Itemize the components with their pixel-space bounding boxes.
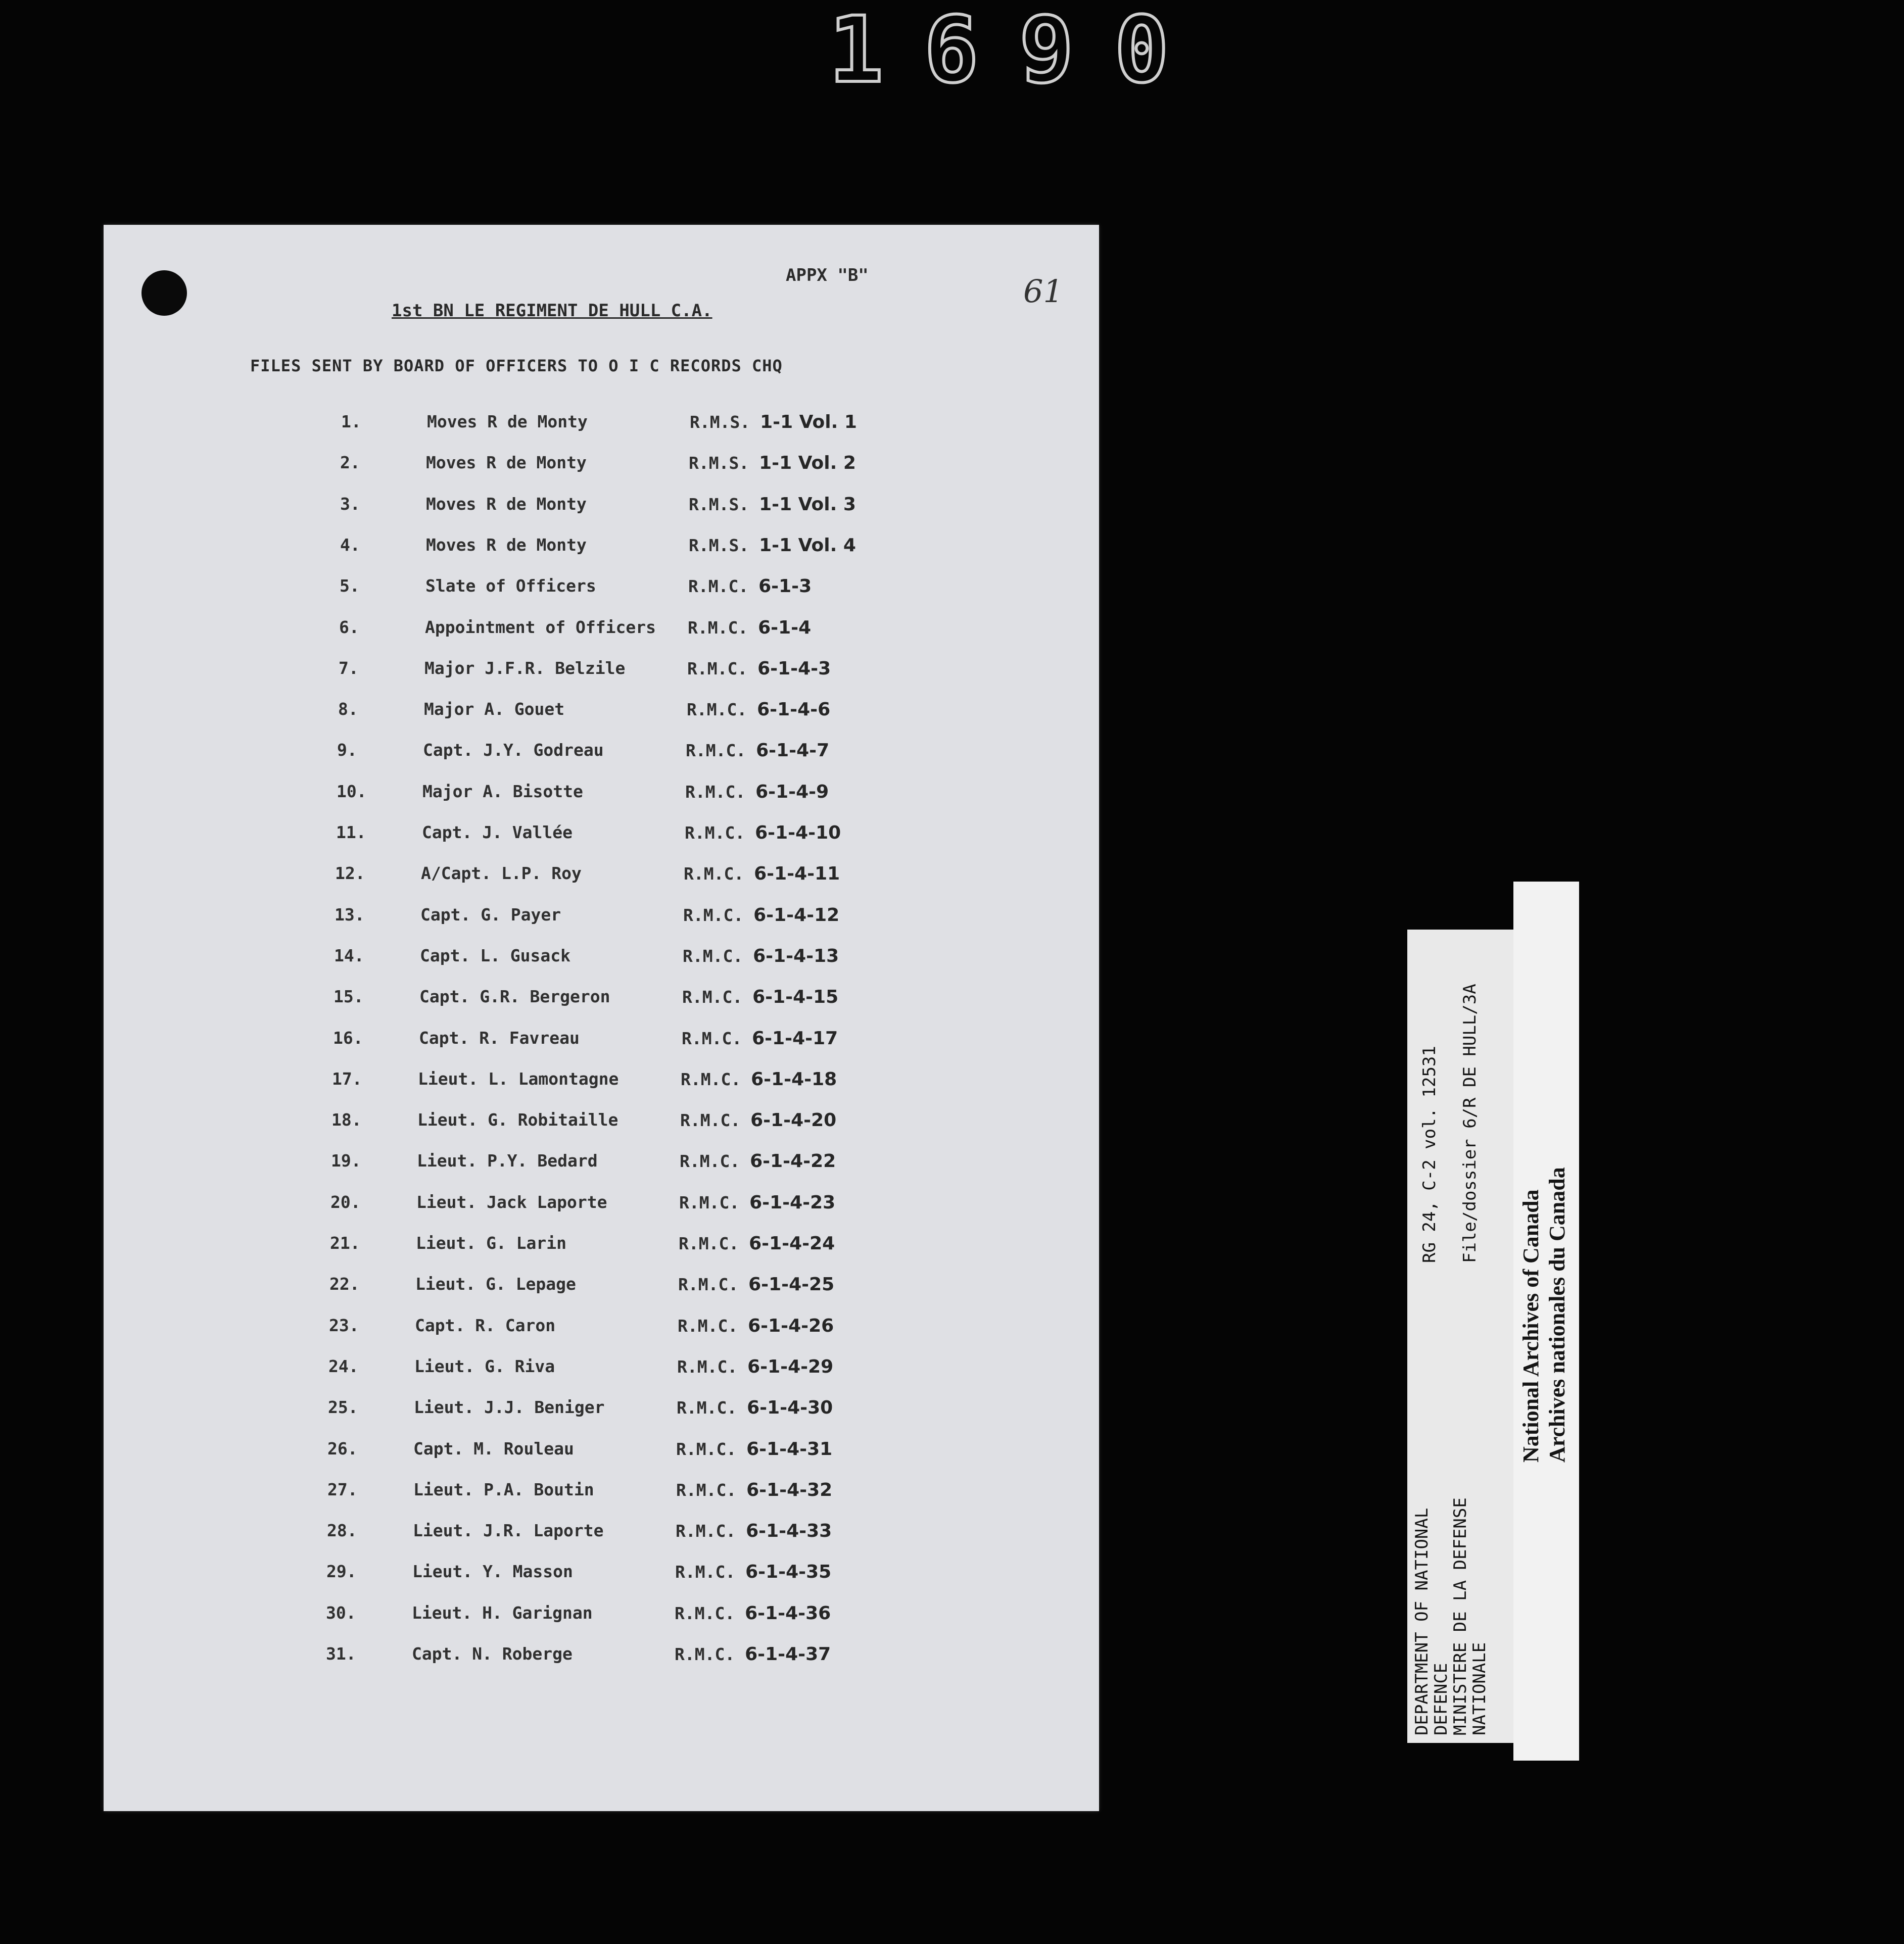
file-list-row: [329, 1316, 935, 1341]
row-number: 8.: [338, 699, 358, 719]
row-description: Lieut. H. Garignan: [412, 1602, 593, 1623]
row-file-reference: [685, 822, 841, 843]
row-number: 11.: [336, 822, 366, 842]
file-reference-prefix: R.M.C.: [679, 1192, 740, 1212]
file-reference-prefix: R.M.C.: [678, 1275, 739, 1295]
row-description: Capt. R. Caron: [415, 1315, 556, 1335]
file-list-row: [327, 1480, 934, 1505]
archive-reference-label: [1407, 930, 1513, 1743]
row-file-reference: [689, 535, 856, 556]
file-list-row: [326, 1562, 933, 1587]
department-text: [1412, 1497, 1489, 1735]
row-description: Lieut. Y. Masson: [412, 1562, 573, 1582]
file-list-row: [332, 1069, 938, 1094]
file-reference-prefix: R.M.C.: [682, 1028, 742, 1048]
row-number: 10.: [337, 781, 367, 801]
file-reference-number: 6-1-4-26: [748, 1315, 834, 1336]
file-reference-number: 6-1-4-11: [754, 863, 840, 885]
row-description: Capt. M. Rouleau: [413, 1438, 574, 1459]
file-reference-prefix: R.M.C.: [685, 823, 745, 843]
file-reference-number: 6-1-4-20: [750, 1110, 837, 1131]
file-reference-number: 6-1-4-30: [747, 1397, 833, 1419]
row-file-reference: [683, 905, 839, 926]
file-reference-prefix: R.M.C.: [688, 576, 749, 597]
row-file-reference: [679, 1233, 835, 1254]
row-file-reference: [682, 987, 838, 1007]
file-reference-prefix: R.M.C.: [680, 1110, 741, 1131]
row-file-reference: [681, 1069, 837, 1090]
file-reference-prefix: R.M.S.: [689, 453, 749, 473]
unit-title: 1st BN LE REGIMENT DE HULL C.A.: [392, 301, 712, 321]
row-description: Lieut. G. Larin: [416, 1233, 567, 1253]
row-file-reference: [682, 1028, 838, 1049]
row-number: 6.: [339, 617, 359, 637]
row-file-reference: [689, 453, 856, 473]
row-description: Capt. G.R. Bergeron: [419, 987, 610, 1007]
file-list-row: [340, 494, 946, 519]
list-heading: FILES SENT BY BOARD OF OFFICERS TO O I C RECORDS CHQ: [250, 356, 783, 375]
row-description: Lieut. P.Y. Bedard: [417, 1151, 598, 1171]
row-number: 28.: [327, 1521, 357, 1541]
row-description: Lieut. G. Riva: [414, 1356, 555, 1376]
file-reference-prefix: R.M.C.: [687, 658, 748, 678]
file-reference-number: 6-1-4-25: [748, 1274, 835, 1295]
row-description: Capt. R. Favreau: [419, 1028, 580, 1048]
file-reference-prefix: R.M.C.: [684, 864, 744, 884]
row-file-reference: [688, 576, 812, 597]
row-number: 24.: [328, 1356, 359, 1376]
file-list-row: [327, 1439, 934, 1464]
file-reference-number: 6-1-3: [758, 576, 812, 597]
file-reference-prefix: R.M.C.: [683, 905, 744, 925]
row-description: Major A. Bisotte: [422, 781, 583, 801]
row-file-reference: [683, 946, 839, 966]
file-list-row: [328, 1397, 934, 1423]
row-number: 23.: [329, 1315, 359, 1335]
file-reference-prefix: R.M.C.: [683, 946, 743, 966]
file-reference-prefix: R.M.C.: [678, 1316, 738, 1336]
file-reference-prefix: R.M.C.: [682, 987, 743, 1007]
row-description: Lieut. G. Robitaille: [417, 1110, 618, 1130]
row-number: 30.: [326, 1602, 356, 1623]
file-reference-number: 6-1-4-3: [757, 658, 831, 679]
file-reference-number: 1-1 Vol. 3: [759, 494, 856, 515]
file-list-row: [331, 1110, 938, 1135]
row-file-reference: [678, 1274, 834, 1295]
file-reference-prefix: R.M.C.: [688, 617, 748, 638]
file-list-row: [326, 1603, 932, 1628]
file-reference-number: 6-1-4-18: [751, 1068, 837, 1090]
row-description: Lieut. L. Lamontagne: [418, 1068, 619, 1089]
row-file-reference: [677, 1356, 833, 1377]
row-description: Capt. J.Y. Godreau: [423, 740, 604, 760]
file-reference-prefix: R.M.C.: [687, 700, 747, 720]
row-description: Moves R de Monty: [426, 453, 587, 473]
row-file-reference: [680, 1110, 836, 1131]
file-list-row: [334, 987, 940, 1012]
file-reference-number: 6-1-4-35: [745, 1562, 832, 1583]
row-file-reference: [680, 1151, 836, 1172]
file-list-row: [337, 740, 943, 765]
row-number: 20.: [330, 1192, 361, 1212]
row-number: 15.: [334, 987, 364, 1007]
file-list-row: [340, 576, 946, 601]
row-number: 14.: [334, 945, 364, 965]
row-number: 18.: [331, 1110, 362, 1130]
row-number: 13.: [335, 904, 365, 925]
file-reference-number: 6-1-4-23: [749, 1192, 836, 1213]
file-list-row: [335, 863, 941, 889]
row-number: 25.: [328, 1397, 358, 1418]
file-list-row: [341, 412, 947, 437]
file-reference-prefix: R.M.C.: [680, 1151, 740, 1172]
row-number: 26.: [327, 1438, 358, 1459]
row-number: 22.: [329, 1274, 360, 1294]
row-number: 9.: [337, 740, 357, 760]
national-archives-label: [1513, 882, 1579, 1761]
file-list-row: [335, 905, 941, 930]
row-file-reference: [677, 1397, 833, 1418]
file-reference-number: 6-1-4-33: [746, 1521, 832, 1542]
appendix-label: APPX "B": [786, 265, 869, 285]
file-reference-number: 6-1-4-6: [757, 699, 831, 720]
row-file-reference: [689, 494, 856, 515]
row-file-reference: [686, 740, 829, 761]
row-number: 3.: [340, 494, 360, 514]
file-list-row: [336, 822, 942, 848]
file-reference-prefix: R.M.C.: [685, 782, 746, 802]
file-reference-number: 6-1-4-37: [745, 1644, 831, 1665]
file-list-row: [333, 1028, 939, 1053]
file-list-row: [328, 1356, 935, 1382]
file-reference-number: 6-1-4-12: [753, 904, 840, 926]
department-line: DEPARTMENT OF NATIONAL: [1412, 1508, 1432, 1735]
file-reference-number: 1-1 Vol. 2: [759, 453, 856, 474]
row-description: Moves R de Monty: [426, 534, 587, 555]
row-number: 4.: [340, 534, 360, 555]
row-number: 1.: [341, 412, 361, 431]
file-reference-prefix: R.M.C.: [679, 1234, 739, 1253]
file-list-row: [339, 658, 945, 684]
file-reference-prefix: R.M.C.: [675, 1644, 735, 1664]
row-file-reference: [679, 1192, 835, 1213]
file-reference-number: 6-1-4-9: [755, 781, 829, 802]
row-file-reference: [676, 1480, 832, 1500]
row-number: 21.: [330, 1233, 360, 1253]
row-number: 27.: [327, 1479, 358, 1499]
file-list-row: [331, 1151, 937, 1176]
row-file-reference: [676, 1521, 832, 1541]
file-reference-prefix: R.M.C.: [676, 1521, 736, 1541]
row-description: Moves R de Monty: [427, 412, 588, 431]
file-reference-number: 6-1-4-32: [746, 1479, 833, 1500]
file-reference-number: 6-1-4-24: [749, 1233, 835, 1254]
row-file-reference: [687, 658, 831, 679]
row-description: Slate of Officers: [425, 576, 596, 596]
punch-hole: [141, 270, 187, 316]
row-number: 29.: [326, 1562, 357, 1582]
ref-line: RG 24, C-2 vol. 12531: [1419, 1046, 1440, 1263]
file-reference-number: 6-1-4-15: [752, 987, 839, 1008]
row-description: Appointment of Officers: [425, 617, 656, 637]
file-line: File/dossier 6/R DE HULL/3A: [1460, 984, 1480, 1263]
file-list-row: [330, 1192, 937, 1218]
file-reference-number: 6-1-4-22: [750, 1151, 836, 1172]
row-description: Lieut. G. Lepage: [415, 1274, 576, 1294]
row-file-reference: [675, 1562, 831, 1582]
row-description: Major A. Gouet: [424, 699, 565, 719]
row-number: 17.: [332, 1068, 362, 1089]
row-number: 31.: [326, 1644, 356, 1664]
row-number: 2.: [340, 453, 360, 473]
row-file-reference: [688, 617, 811, 638]
row-description: Capt. L. Gusack: [420, 945, 571, 965]
file-reference-prefix: R.M.C.: [677, 1398, 737, 1418]
file-list-row: [337, 782, 943, 807]
file-reference-number: 6-1-4-29: [747, 1356, 834, 1377]
file-reference-prefix: R.M.C.: [675, 1603, 735, 1623]
row-file-reference: [687, 699, 830, 720]
row-description: Lieut. P.A. Boutin: [413, 1479, 594, 1499]
file-list-row: [340, 535, 946, 560]
file-reference-number: 6-1-4: [758, 617, 812, 638]
department-line: MINISTERE DE LA DEFENSE: [1450, 1497, 1470, 1735]
file-reference-prefix: R.M.C.: [675, 1562, 736, 1582]
row-number: 19.: [331, 1151, 361, 1171]
national-archives-french: Archives nationales du Canada: [1545, 1167, 1569, 1463]
file-reference-prefix: R.M.C.: [681, 1069, 741, 1089]
file-list-row: [326, 1644, 932, 1669]
file-reference-prefix: R.M.C.: [676, 1480, 737, 1500]
folio-number: 61: [1023, 273, 1063, 310]
row-number: 7.: [339, 658, 359, 678]
row-file-reference: [675, 1644, 831, 1665]
file-reference-number: 6-1-4-7: [756, 740, 830, 761]
file-reference-prefix: R.M.C.: [676, 1439, 737, 1459]
file-list-row: [327, 1521, 933, 1546]
file-reference-number: 6-1-4-17: [752, 1028, 838, 1049]
file-list-row: [330, 1233, 936, 1258]
row-description: Major J.F.R. Belzile: [424, 658, 626, 678]
file-reference-prefix: R.M.C.: [677, 1356, 738, 1377]
file-list-row: [338, 699, 944, 724]
file-reference-prefix: R.M.C.: [686, 741, 746, 761]
file-reference-number: 6-1-4-13: [753, 945, 839, 966]
row-file-reference: [676, 1439, 832, 1460]
file-reference-prefix: R.M.S.: [690, 412, 750, 432]
file-reference-number: 1-1 Vol. 4: [759, 534, 856, 556]
row-number: 12.: [335, 863, 365, 884]
row-description: Capt. G. Payer: [420, 904, 561, 925]
row-number: 16.: [333, 1028, 363, 1048]
department-line: DEFENCE: [1431, 1663, 1451, 1735]
file-reference-prefix: R.M.S.: [689, 535, 749, 555]
row-description: A/Capt. L.P. Roy: [421, 863, 582, 884]
row-description: Lieut. Jack Laporte: [416, 1192, 607, 1212]
row-file-reference: [684, 863, 840, 884]
row-description: Capt. J. Vallée: [422, 822, 573, 842]
row-file-reference: [675, 1603, 831, 1624]
row-description: Capt. N. Roberge: [412, 1644, 573, 1664]
file-reference-number: 1-1 Vol. 1: [760, 412, 857, 432]
row-file-reference: [690, 412, 857, 432]
row-description: Lieut. J.R. Laporte: [413, 1521, 604, 1541]
file-list-row: [334, 946, 940, 971]
file-reference-prefix: R.M.S.: [689, 494, 749, 514]
row-number: 5.: [340, 576, 360, 596]
file-reference-number: 6-1-4-10: [755, 822, 841, 843]
file-list-row: [339, 617, 945, 643]
file-reference-number: 6-1-4-36: [745, 1602, 831, 1624]
national-archives-english: National Archives of Canada: [1518, 1189, 1543, 1463]
row-file-reference: [685, 782, 829, 802]
row-file-reference: [678, 1316, 834, 1336]
row-description: Lieut. J.J. Beniger: [414, 1397, 605, 1418]
department-line: NATIONALE: [1469, 1642, 1490, 1735]
file-reference-number: 6-1-4-31: [746, 1438, 833, 1460]
frame-number: 1690: [829, 0, 1210, 103]
document-page: [104, 225, 1099, 1811]
file-list-row: [340, 453, 946, 478]
file-list-row: [329, 1274, 936, 1299]
row-description: Moves R de Monty: [426, 494, 587, 514]
